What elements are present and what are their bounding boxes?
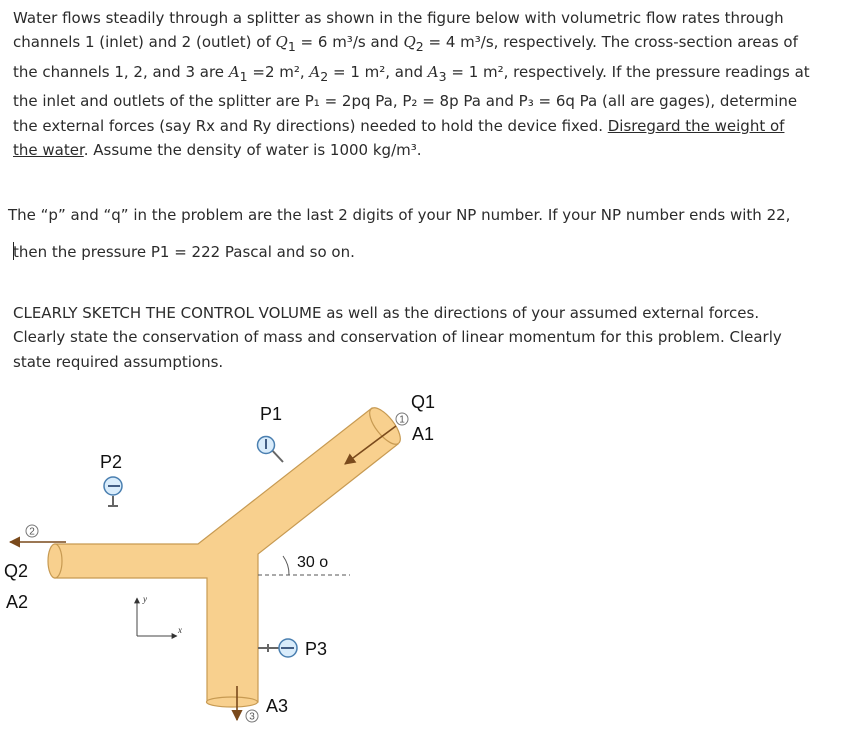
problem-statement	[13, 6, 813, 162]
problem-text-2: = 6 m³/s and	[295, 33, 404, 52]
label-a1: A1	[412, 424, 435, 444]
label-p1: P1	[260, 404, 283, 424]
note-text-1: The “p” and “q” in the problem are the last 2 digits of your NP number. If your NP number ends with 22,	[8, 206, 791, 224]
q1-symbol: Q	[275, 33, 288, 52]
q2-subscript: 2	[415, 39, 424, 55]
a2-subscript: 2	[320, 68, 329, 84]
station-number-1: 1	[399, 414, 405, 426]
gauge-p3	[258, 639, 297, 657]
station-marker-2	[26, 525, 38, 538]
coordinate-axes	[137, 594, 182, 636]
label-a2: A2	[6, 592, 29, 612]
a3-subscript: 3	[438, 68, 447, 84]
a1-symbol: A	[228, 62, 240, 81]
label-p2: P2	[100, 452, 123, 472]
instructions-text: CLEARLY SKETCH THE CONTROL VOLUME as well as the directions of your assumed external forces. Clearly state the conservation of mass and conservation of linear momentum for this problem. Clearly state required assumptions.	[13, 304, 782, 371]
instructions	[13, 301, 813, 374]
angle-label: 30 o	[297, 554, 329, 571]
pipe-end-outlet-3	[207, 697, 258, 707]
pipe-end-outlet-2	[48, 544, 62, 578]
problem-text-7: . Assume the density of water is 1000 kg/m³.	[83, 141, 422, 160]
splitter-pipe	[48, 403, 406, 707]
problem-text-3: = 4 m³/s, respectively. The cross-section areas of the channels 1, 2, and 3 are	[13, 33, 798, 81]
x-axis-label: x	[178, 625, 182, 635]
label-q1: Q1	[411, 392, 436, 412]
q1-subscript: 1	[287, 39, 296, 55]
gauge-p1	[258, 437, 284, 463]
note-line-1	[8, 203, 838, 227]
problem-text-6: = 1 m², respectively. If the pressure readings at the inlet and outlets of the splitter are P₁ = 2pq Pa, P₂ = 8p Pa and P₃ = 6q Pa (all are gages), determine the external forces (say Rx and Ry directions) needed to hold the device fixed.	[13, 62, 810, 135]
a3-symbol: A	[427, 62, 439, 81]
station-marker-3	[246, 710, 258, 723]
gauge-p2	[104, 477, 122, 506]
y-axis-label: y	[143, 594, 147, 604]
problem-text-5: = 1 m², and	[328, 62, 428, 81]
station-number-3: 3	[249, 711, 255, 723]
label-q2: Q2	[4, 561, 29, 581]
a1-subscript: 1	[239, 68, 248, 84]
angle-arc	[283, 556, 289, 575]
a2-symbol: A	[309, 62, 321, 81]
label-p3: P3	[305, 639, 328, 659]
station-number-2: 2	[29, 526, 35, 538]
note-text-2: then the pressure P1 = 222 Pascal and so on.	[13, 243, 355, 261]
station-marker-1	[396, 413, 408, 426]
problem-text-1: Water flows steadily through a splitter as shown in the figure below with volumetric flow rates through channels 1 (inlet) and 2 (outlet) of	[13, 9, 784, 52]
q2-symbol: Q	[403, 33, 416, 52]
label-a3: A3	[266, 696, 289, 716]
disregard-weight-underlined: Disregard the weight of the water	[13, 116, 785, 160]
problem-text-4: =2 m²,	[247, 62, 310, 81]
note-line-2	[13, 240, 843, 264]
splitter-figure	[0, 390, 460, 739]
